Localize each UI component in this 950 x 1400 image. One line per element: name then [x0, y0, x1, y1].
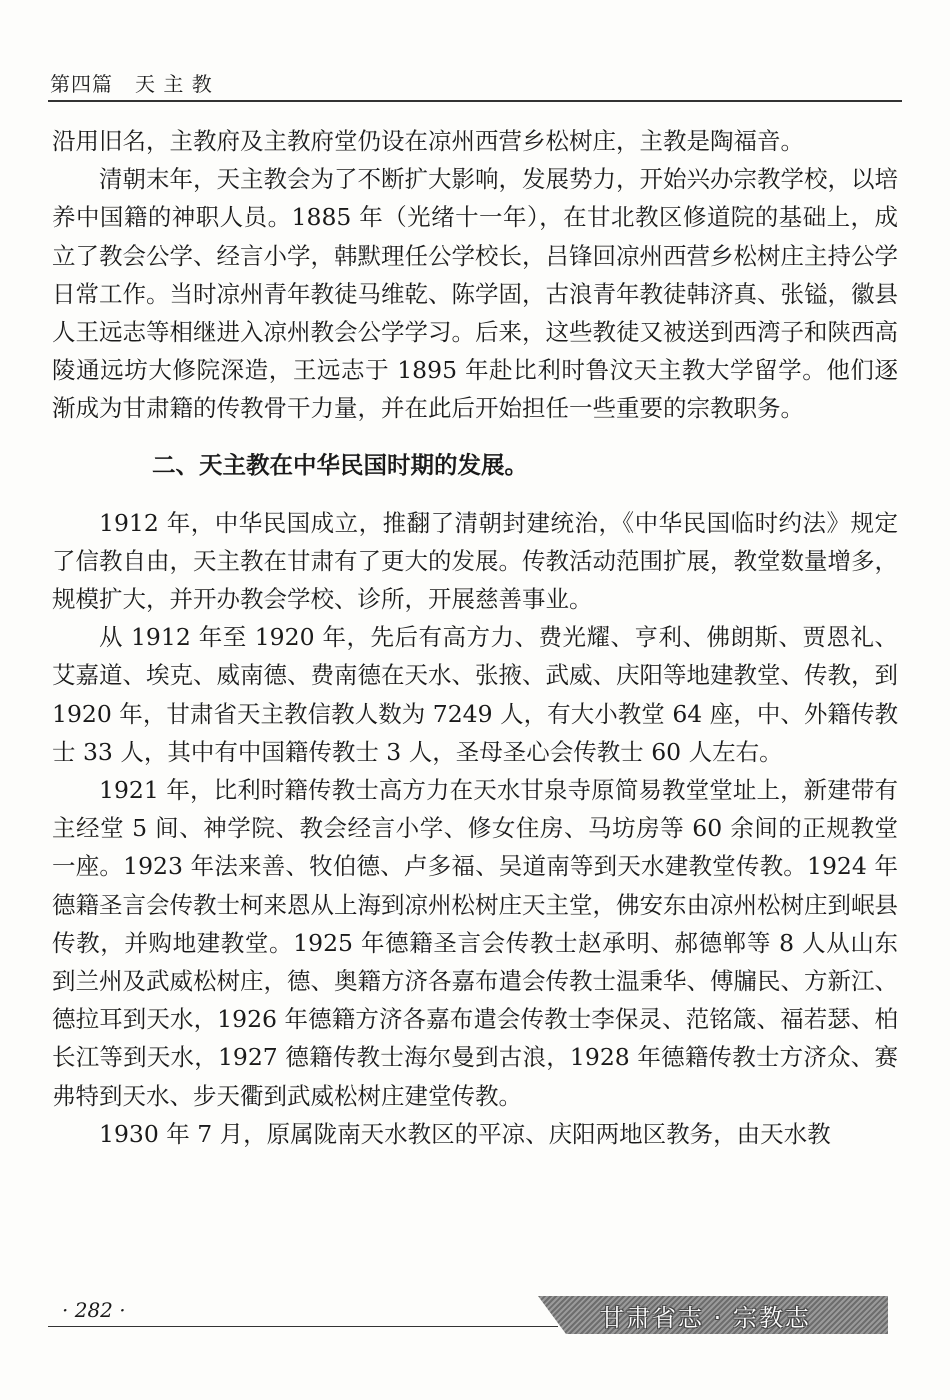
paragraph: 1930 年 7 月，原属陇南天水教区的平凉、庆阳两地区教务，由天水教	[99, 1119, 831, 1148]
paragraph: 从 1912 年至 1920 年，先后有高方力、费光耀、亨利、佛朗斯、贾恩礼、艾嘉道、埃克、威南德、费南德在天水、张掖、武威、庆阳等地建教堂、传教，到 1920 年，甘肃省天主教信教人数为 7249 人，有大小教堂 64 座，中、外籍传教士 33 人，其中有中国籍传教士 3 人，圣母圣心会传教士 60 人左右。	[52, 623, 898, 766]
page-body	[52, 122, 898, 1153]
running-head	[50, 68, 213, 97]
header-rule	[48, 100, 902, 102]
footer-rule	[48, 1326, 558, 1327]
paragraph: 1921 年，比利时籍传教士高方力在天水甘泉寺原简易教堂堂址上，新建带有主经堂 5 间、神学院、教会经言小学、修女住房、马坊房等 60 余间的正规教堂一座。1923 年法来善、牧伯德、卢多福、吴道南等到天水建教堂传教。1924 年德籍圣言会传教士柯来恩从上海到凉州松树庄天主堂，佛安东由凉州松树庄到岷县传教，并购地建教堂。1925 年德籍圣言会传教士赵承明、郝德郸等 8 人从山东到兰州及武威松树庄，德、奥籍方济各嘉布遣会传教士温秉华、傅牖民、方新江、德拉耳到天水，1926 年德籍方济各嘉布遣会传教士李保灵、范铭箴、福若瑟、柏长江等到天水，1927 德籍传教士海尔曼到古浪，1928 年德籍传教士方济众、赛弗特到天水、步天衢到武威松树庄建堂传教。	[52, 776, 898, 1110]
paragraph: 1912 年，中华民国成立，推翻了清朝封建统治，《中华民国临时约法》规定了信教自由，天主教在甘肃有了更大的发展。传教活动范围扩展，教堂数量增多，规模扩大，并开办教会学校、诊所，开展慈善事业。	[52, 508, 898, 614]
part-label: 第四篇	[50, 72, 113, 96]
page-number: · 282 ·	[62, 1298, 126, 1322]
part-title: 天 主 教	[135, 72, 213, 96]
section-heading: 二、天主教在中华民国时期的发展。	[152, 450, 528, 479]
book-title: 甘肃省志 · 宗教志	[600, 1304, 811, 1332]
paragraph: 清朝末年，天主教会为了不断扩大影响，发展势力，开始兴办宗教学校，以培养中国籍的神职人员。1885 年（光绪十一年），在甘北教区修道院的基础上，成立了教会公学、经言小学，韩默理任公学校长，吕锋回凉州西营乡松树庄主持公学日常工作。当时凉州青年教徒马维乾、陈学固，古浪青年教徒韩济真、张镒，徽县人王远志等相继进入凉州教会公学学习。后来，这些教徒又被送到西湾子和陕西高陵通远坊大修院深造，王远志于 1895 年赴比利时鲁汶天主教大学留学。他们逐渐成为甘肃籍的传教骨干力量，并在此后开始担任一些重要的宗教职务。	[52, 165, 898, 423]
paragraph-continued: 沿用旧名，主教府及主教府堂仍设在凉州西营乡松树庄，主教是陶福音。	[52, 127, 804, 155]
